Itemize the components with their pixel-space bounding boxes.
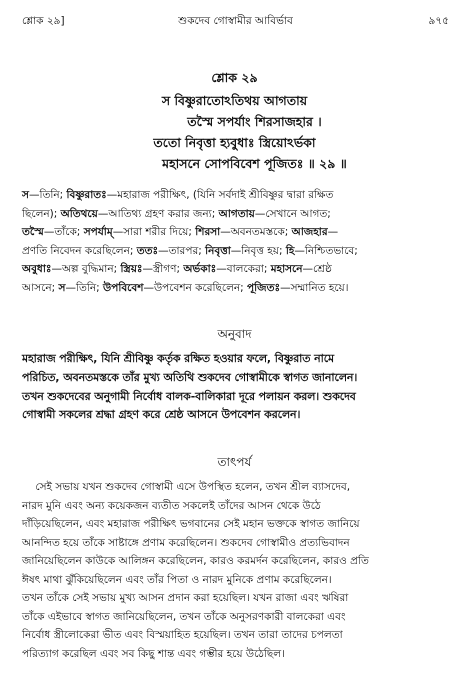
sanskrit-term: হি — [285, 244, 295, 257]
purport-line: নির্বোধ স্ত্রীলোকেরা ভীত এবং বিস্ময়াহিত হয়েছিল। তখন তারা তাদের চপলতা — [22, 629, 343, 641]
sanskrit-term: সপর্যাম্ — [83, 226, 113, 239]
term-meaning: —সারা শরীর দিয়ে; — [112, 226, 196, 239]
word-for-word-synonyms — [22, 186, 449, 298]
purport-line: জানিয়েছিলেন কাউকে আলিঙ্গন করেছিলেন, কারও করমর্দন করেছিলেন, কারও প্রতি — [22, 555, 369, 567]
sanskrit-term: বিষ্ণুরাতঃ — [66, 189, 107, 201]
term-meaning: —তারপর; — [158, 244, 206, 257]
sanskrit-term: অবুধাঃ — [22, 263, 52, 276]
sanskrit-term: স — [22, 189, 29, 201]
sanskrit-term: উপবিবেশ — [103, 281, 144, 294]
page-header — [22, 14, 449, 30]
header-chapter-title: শুকদেব গোস্বামীর আবির্ভাব — [178, 15, 293, 27]
synonym-line — [22, 223, 449, 242]
term-meaning: —তিনি; — [28, 189, 67, 201]
term-meaning: —নিশ্চিতভাবে; — [294, 244, 358, 257]
purport-line: নারদ মুনি এবং অন্য কয়েকজন ব্যতীত সকলেই তাঁদের আসন থেকে উঠে — [22, 499, 321, 512]
purport-heading: তাৎপর্য — [217, 455, 252, 469]
sanskrit-term: মহাসনে — [270, 263, 303, 276]
sanskrit-term: আগতায় — [218, 207, 255, 220]
purport-line: পরিত্যাগ করেছিল এবং সব কিছু শান্ত এবং গম্ভীর হয়ে উঠেছিল। — [22, 647, 285, 660]
term-meaning: প্রণতি নিবেদন করেছিলেন; — [22, 244, 137, 257]
synonym-line — [22, 186, 449, 205]
term-meaning: —তিনি; — [65, 281, 104, 294]
verse-line: তস্মৈ সপর্যাং শিরসাজহার । — [187, 114, 322, 129]
term-meaning: —অবনতমস্তকে; — [220, 226, 292, 239]
sanskrit-term: অতিথয়ে — [60, 207, 98, 220]
term-meaning: —তাঁকে; — [43, 226, 84, 239]
term-meaning: —আতিথ্য গ্রহণ করার জন্য; — [97, 207, 219, 220]
translation-line: গোস্বামী সকলের শ্রদ্ধা গ্রহণ করে শ্রেষ্ঠ আসনে উপবেশন করলেন। — [22, 408, 301, 422]
sanskrit-term: স্ত্রিয়ঃ — [120, 263, 143, 276]
term-meaning: আসনে; — [22, 281, 59, 294]
sanskrit-term: শিরসা — [195, 226, 221, 239]
purport-text — [22, 478, 449, 663]
purport-line: তখন তাঁকে সেই সভায় মুখ্য আসন প্রদান করা হয়েছিল। যখন রাজা এবং ঋষিরা — [22, 592, 349, 604]
term-meaning: —বালকেরা; — [216, 263, 271, 276]
term-meaning: —নিবৃত্ত হয়; — [230, 244, 286, 257]
verse-line: ততো নিবৃত্তা হ্যবুধাঃ স্ত্রিয়োঽর্ভকা — [153, 135, 316, 150]
verse-line: মহাসনে সোপবিবেশ পূজিতঃ ॥ ২৯ ॥ — [162, 156, 347, 171]
purport-line: ঈষৎ মাথা ঝুঁকিয়েছিলেন এবং তাঁর পিতা ও নারদ মুনিকে প্রণাম করেছিলেন। — [22, 573, 332, 586]
sanskrit-term: আজহার — [291, 226, 328, 239]
synonym-line — [22, 242, 449, 261]
purport-line: আনন্দিত হয়ে তাঁকে সাষ্টাঙ্গে প্রণাম করেছিলেন। শুকদেব গোস্বামীও প্রত্যভিবাদন — [22, 536, 350, 549]
term-meaning: — — [327, 226, 339, 239]
translation-line: পরিচিত, অবনতমস্তকে তাঁর মুখ্য অতিথি শুকদেব গোস্বামীকে স্বাগত জানালেন। — [22, 370, 358, 384]
translation-heading: অনুবাদ — [217, 327, 252, 341]
purport-line: তাঁকে এইভাবে স্বাগত জানিয়েছিলেন, তখন তাঁকে অনুসরণকারী বালকেরা এবং — [22, 610, 346, 623]
verse-number-heading: শ্লোক ২৯ — [211, 70, 258, 85]
synonym-line — [22, 279, 449, 298]
sanskrit-term: নিবৃত্তা — [205, 244, 231, 257]
translation-line: মহারাজ পরীক্ষিৎ, যিনি শ্রীবিষ্ণু কর্তৃক রক্ষিত হওয়ার ফলে, বিষ্ণুরাত নামে — [22, 352, 335, 365]
term-meaning: —উপবেশন করেছিলেন; — [143, 281, 248, 294]
translation-text — [22, 350, 449, 425]
purport-line: সেই সভায় যখন শুকদেব গোস্বামী এসে উপস্থিত হলেন, তখন শ্রীল ব্যাসদেব, — [22, 481, 351, 493]
synonym-line — [22, 260, 449, 279]
sanskrit-term: অর্ভকাঃ — [183, 263, 217, 276]
sanskrit-term: তস্মৈ — [22, 226, 44, 239]
sanskrit-term: ততঃ — [136, 244, 159, 257]
term-meaning: —মহারাজ পরীক্ষিৎ, (যিনি সর্বদাই শ্রীবিষ্ণুর দ্বারা রক্ষিত — [106, 189, 334, 201]
sanskrit-term: স — [58, 281, 66, 294]
header-page-number: ৯৭৫ — [428, 15, 449, 27]
sanskrit-verse — [0, 90, 469, 174]
term-meaning: ছিলেন); — [22, 207, 61, 220]
term-meaning: —অল্প বুদ্ধিমান; — [51, 263, 121, 276]
term-meaning: —স্ত্রীগণ; — [142, 263, 184, 276]
translation-line: তখন শুকদেবের অনুগামী নির্বোধ বালক-বালিকারা দূরে পলায়ন করল। শুকদেব — [22, 389, 356, 403]
term-meaning: —শ্রেষ্ঠ — [302, 263, 332, 276]
term-meaning: —সম্মানিত হয়ে। — [280, 281, 349, 294]
verse-line: স বিষ্ণুরাতোঽতিথয় আগতায় — [161, 93, 308, 108]
sanskrit-term: পূজিতঃ — [247, 281, 281, 294]
term-meaning: —সেখানে আগত; — [254, 207, 331, 220]
synonym-line — [22, 205, 449, 224]
header-verse-ref: শ্লোক ২৯] — [22, 15, 65, 27]
purport-line: দাঁড়িয়েছিলেন, এবং মহারাজ পরীক্ষিৎ ভগবানের সেই মহান ভক্তকে স্বাগত জানিয়ে — [22, 518, 360, 530]
